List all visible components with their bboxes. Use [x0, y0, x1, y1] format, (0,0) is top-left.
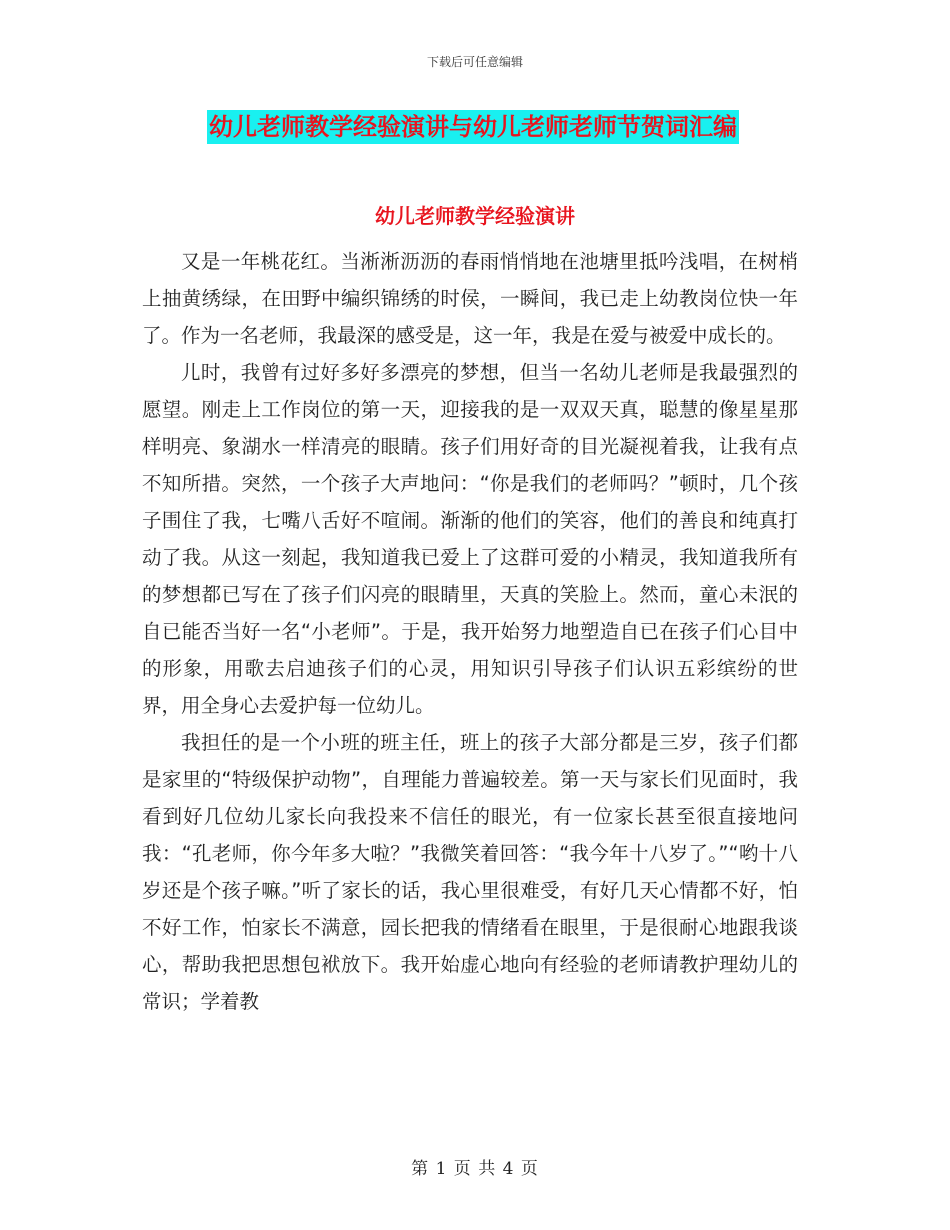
paragraph-3: 我担任的是一个小班的班主任，班上的孩子大部分都是三岁，孩子们都是家里的“特级保护动物”，自理能力普遍较差。第一天与家长们见面时，我看到好几位幼儿家长向我投来不信任的眼光，有一位家长甚至很直接地问我：“孔老师，你今年多大啦？”我微笑着回答：“我今年十八岁了。”“哟十八岁还是个孩子嘛。”听了家长的话，我心里很难受，有好几天心情都不好，怕不好工作，怕家长不满意，园长把我的情绪看在眼里，于是很耐心地跟我谈心，帮助我把思想包袱放下。我开始虚心地向有经验的老师请教护理幼儿的常识；学着教: [142, 731, 798, 1013]
header-note: 下载后可任意编辑: [426, 55, 523, 69]
document-main-title: 幼儿老师教学经验演讲与幼儿老师老师节贺词汇编: [207, 110, 739, 144]
paragraph-1: 又是一年桃花红。当淅淅沥沥的春雨悄悄地在池塘里抵吟浅唱，在树梢上抽黄绣绿，在田野中编织锦绣的时侯，一瞬间，我已走上幼教岗位快一年了。作为一名老师，我最深的感受是，这一年，我是在爱与被爱中成长的。: [142, 250, 798, 347]
section-title: 幼儿老师教学经验演讲: [375, 204, 575, 228]
paragraph-2: 儿时，我曾有过好多好多漂亮的梦想，但当一名幼儿老师是我最强烈的愿望。刚走上工作岗位的第一天，迎接我的是一双双天真，聪慧的像星星那样明亮、象湖水一样清亮的眼睛。孩子们用好奇的目光凝视着我，让我有点不知所措。突然，一个孩子大声地问：“你是我们的老师吗？”顿时，几个孩子围住了我，七嘴八舌好不喧闹。渐渐的他们的笑容，他们的善良和纯真打动了我。从这一刻起，我知道我已爱上了这群可爱的小精灵，我知道我所有的梦想都已写在了孩子们闪亮的眼睛里，天真的笑脸上。然而，童心未泯的自已能否当好一名“小老师”。于是，我开始努力地塑造自已在孩子们心目中的形象，用歌去启迪孩子们的心灵，用知识引导孩子们认识五彩缤纷的世界，用全身心去爱护每一位幼儿。: [142, 361, 798, 717]
document-body: [142, 243, 798, 1020]
page-number-footer: 第 1 页 共 4 页: [411, 1159, 539, 1179]
